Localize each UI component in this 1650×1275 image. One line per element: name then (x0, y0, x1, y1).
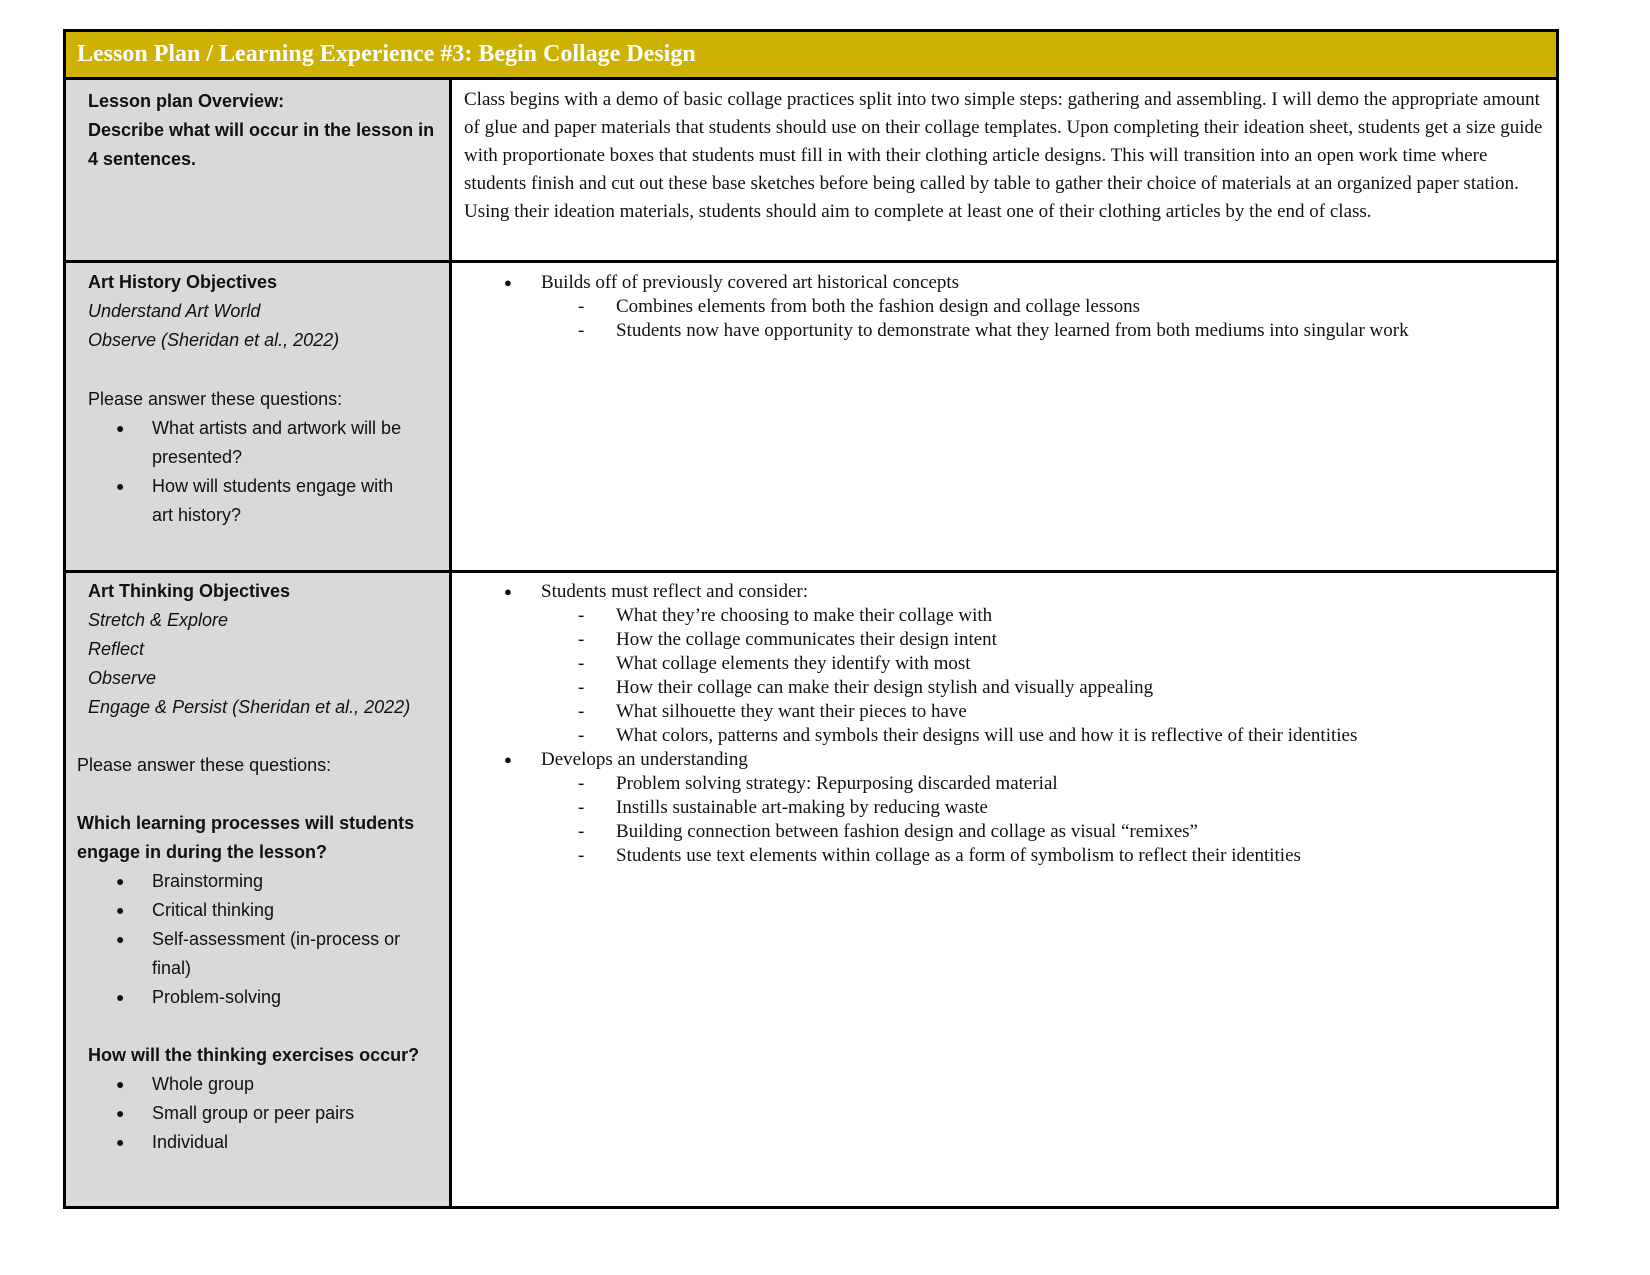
header-title: Lesson Plan / Learning Experience #3: Begin Collage Design (77, 41, 696, 67)
dash-icon: - (578, 677, 585, 698)
art-thinking-label-cell (66, 573, 452, 1206)
art-history-question-2-cont: art history? (152, 505, 242, 525)
bullet-icon: ● (116, 478, 125, 494)
exercise-item: Small group or peer pairs (152, 1103, 355, 1123)
dash-icon: - (578, 320, 585, 341)
bullet-icon: ● (116, 873, 125, 889)
art-history-sub-1: Understand Art World (88, 301, 261, 321)
bullet-icon: ● (116, 1076, 125, 1092)
processes-question-cont: engage in during the lesson? (77, 842, 328, 862)
dash-icon: - (578, 653, 585, 674)
overview-instruction-cont: 4 sentences. (88, 149, 197, 169)
processes-question: Which learning processes will students (77, 813, 415, 833)
habit-item: Stretch & Explore (88, 610, 229, 630)
table-header (66, 32, 1556, 80)
process-item: Problem-solving (152, 987, 282, 1007)
habit-item: Engage & Persist (Sheridan et al., 2022) (88, 697, 411, 717)
art-thinking-row (66, 573, 1556, 1206)
list-item: Problem solving strategy: Repurposing discarded material (616, 773, 1058, 794)
list-item: How their collage can make their design stylish and visually appealing (616, 677, 1154, 698)
art-thinking-heading: Art Thinking Objectives (88, 581, 291, 601)
dash-icon: - (578, 845, 585, 866)
bullet-icon: ● (504, 752, 512, 767)
art-thinking-content-cell (452, 573, 1556, 1206)
art-history-question-2: How will students engage with (152, 476, 394, 496)
bullet-icon: ● (504, 584, 512, 599)
dash-icon: - (578, 701, 585, 722)
art-history-label-cell (66, 263, 452, 570)
list-item: What collage elements they identify with most (616, 653, 971, 674)
habit-item: Reflect (88, 639, 145, 659)
dash-icon: - (578, 605, 585, 626)
exercises-question: How will the thinking exercises occur? (88, 1045, 420, 1065)
bullet-icon: ● (116, 1105, 125, 1121)
process-item: Critical thinking (152, 900, 275, 920)
exercise-item: Whole group (152, 1074, 255, 1094)
dash-icon: - (578, 629, 585, 650)
art-history-sub-2: Observe (Sheridan et al., 2022) (88, 330, 340, 350)
understanding-bullet: Develops an understanding (541, 749, 748, 770)
process-item: Brainstorming (152, 871, 264, 891)
bullet-icon: ● (116, 931, 125, 947)
bullet-icon: ● (116, 420, 125, 436)
list-item: What colors, patterns and symbols their designs will use and how it is reflective of their identities (616, 725, 1358, 746)
reflect-bullet: Students must reflect and consider: (541, 581, 808, 602)
list-item: Building connection between fashion design and collage as visual “remixes” (616, 821, 1198, 842)
process-item-cont: final) (152, 958, 192, 978)
art-thinking-prompt: Please answer these questions: (77, 755, 332, 775)
overview-instruction: Describe what will occur in the lesson in (88, 120, 435, 140)
list-item: Students now have opportunity to demonstrate what they learned from both mediums into singular work (616, 320, 1409, 341)
bullet-icon: ● (116, 902, 125, 918)
art-history-question-1: What artists and artwork will be (152, 418, 402, 438)
art-history-question-1-cont: presented? (152, 447, 243, 467)
dash-icon: - (578, 821, 585, 842)
art-history-heading: Art History Objectives (88, 272, 278, 292)
bullet-icon: ● (116, 1134, 125, 1150)
art-history-content-cell (452, 263, 1556, 570)
overview-text: Class begins with a demo of basic collage practices split into two simple steps: gathering and assembling. I will demo the appropriate amount of glue and paper materials that students should use on their collage templates. Upon completing their ideation sheet, students get a size guide with proportionate boxes that students must fill in with their clothing article designs. This will transition into an open work time where students finish and cut out these base sketches before being called by table to gather their choice of materials at an organized paper station. Using their ideation materials, students should aim to complete at least one of their clothing articles by the end of class. (464, 89, 1543, 222)
bullet-icon: ● (116, 989, 125, 1005)
list-item: How the collage communicates their design intent (616, 629, 997, 650)
overview-row (66, 80, 1556, 263)
habit-item: Observe (88, 668, 157, 688)
dash-icon: - (578, 296, 585, 317)
art-history-row (66, 263, 1556, 573)
dash-icon: - (578, 725, 585, 746)
process-item: Self-assessment (in-process or (152, 929, 401, 949)
dash-icon: - (578, 797, 585, 818)
art-history-bullet: Builds off of previously covered art historical concepts (541, 272, 960, 293)
overview-label-cell (66, 80, 452, 260)
overview-content-cell (452, 80, 1556, 260)
art-history-prompt: Please answer these questions: (88, 389, 343, 409)
list-item: What they’re choosing to make their collage with (616, 605, 993, 626)
dash-icon: - (578, 773, 585, 794)
list-item: What silhouette they want their pieces to have (616, 701, 967, 722)
lesson-plan-table (63, 29, 1559, 1209)
bullet-icon: ● (504, 275, 512, 290)
list-item: Instills sustainable art-making by reducing waste (616, 797, 988, 818)
list-item: Combines elements from both the fashion design and collage lessons (616, 296, 1140, 317)
exercise-item: Individual (152, 1132, 229, 1152)
list-item: Students use text elements within collage as a form of symbolism to reflect their identities (616, 845, 1301, 866)
overview-label: Lesson plan Overview: (88, 91, 285, 111)
